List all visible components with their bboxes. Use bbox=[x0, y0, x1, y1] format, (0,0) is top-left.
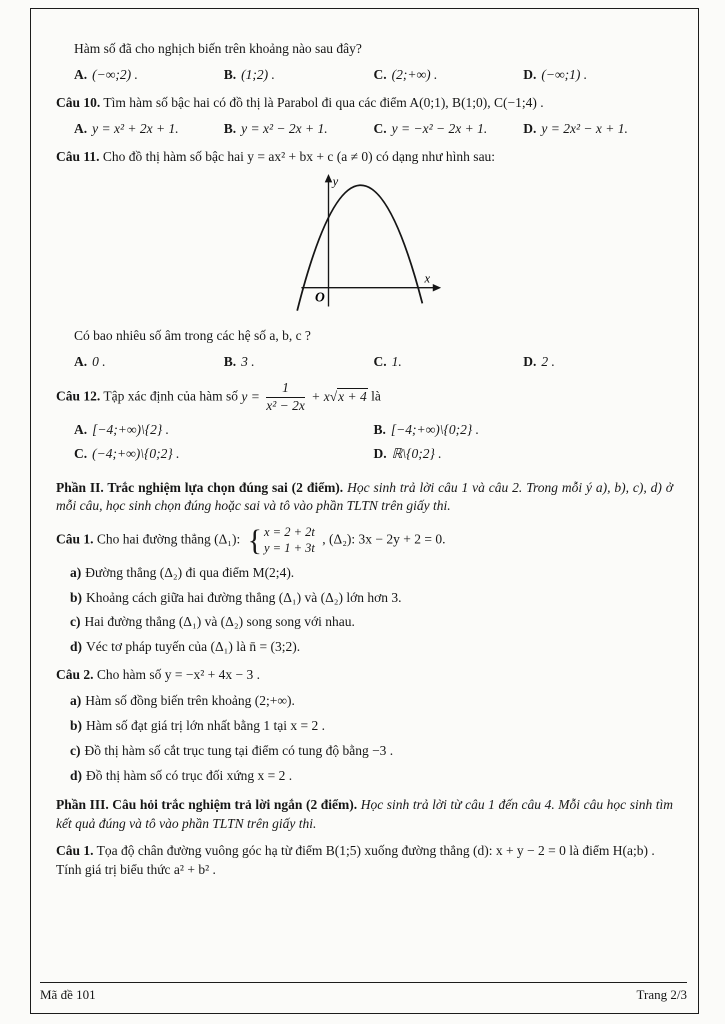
item-b bbox=[70, 717, 673, 736]
page-number: Trang 2/3 bbox=[636, 986, 687, 1002]
option-letter: A. bbox=[74, 354, 88, 370]
item-text: Hàm số đồng biến trên khoảng (2;+∞). bbox=[85, 693, 295, 709]
question-12-equation bbox=[241, 380, 371, 413]
option-letter: D. bbox=[373, 445, 387, 461]
part-2-heading bbox=[56, 479, 673, 517]
option-b bbox=[224, 353, 374, 372]
option-letter: B. bbox=[223, 120, 237, 136]
option-b bbox=[224, 120, 374, 139]
option-letter: A. bbox=[74, 120, 88, 136]
option-text: (−∞;1) . bbox=[541, 66, 588, 82]
option-letter: D. bbox=[523, 66, 537, 82]
option-text: [−4;+∞)\{2} . bbox=[92, 421, 170, 437]
option-a bbox=[74, 353, 224, 372]
option-text: (1;2) . bbox=[241, 66, 275, 82]
parametric-system bbox=[248, 525, 315, 556]
origin-label: O bbox=[314, 289, 325, 305]
question-9-options bbox=[74, 66, 673, 85]
question-10-options bbox=[74, 120, 673, 139]
option-text: y = x² − 2x + 1. bbox=[241, 120, 328, 136]
part2-question-1-suffix: , (Δ₂): 3x − 2y + 2 = 0. bbox=[322, 532, 446, 548]
question-10-stem bbox=[56, 94, 673, 113]
item-text: Đồ thị hàm số cắt trục tung tại điểm có tung độ bằng −3 . bbox=[84, 742, 394, 758]
equation-lhs: y = bbox=[241, 388, 260, 404]
part-2-subtitle: Học sinh trả lời câu 1 và câu 2. Trong mỗi ý a), b), c), d) ở mỗi câu, học sinh chọn đúng hoặc sai và tô vào phần TLTN trên giấy thi. bbox=[56, 479, 674, 514]
question-12-label: Câu 12. bbox=[56, 388, 101, 404]
option-b bbox=[224, 66, 374, 85]
option-letter: B. bbox=[373, 421, 386, 437]
option-text: (−4;+∞)\{0;2} . bbox=[92, 445, 180, 461]
page-footer bbox=[40, 982, 687, 1004]
option-c bbox=[74, 445, 374, 464]
option-text: y = x² + 2x + 1. bbox=[92, 120, 179, 136]
item-letter: c) bbox=[70, 614, 81, 630]
item-letter: b) bbox=[70, 717, 83, 733]
option-d bbox=[523, 66, 673, 85]
item-text: Đồ thị hàm số có trục đối xứng x = 2 . bbox=[86, 767, 293, 783]
item-letter: a) bbox=[70, 693, 82, 709]
part3-question-1-stem bbox=[56, 842, 673, 880]
option-letter: A. bbox=[74, 421, 88, 437]
question-11-options bbox=[74, 353, 673, 372]
sqrt-argument: x + 4 bbox=[338, 388, 367, 404]
item-a bbox=[70, 692, 673, 711]
parabola-figure bbox=[275, 173, 455, 325]
option-b bbox=[374, 421, 674, 440]
option-a bbox=[74, 120, 224, 139]
item-text: Hàm số đạt giá trị lớn nhất bằng 1 tại x = 2 . bbox=[86, 717, 325, 733]
option-c bbox=[374, 66, 524, 85]
option-d bbox=[374, 445, 674, 464]
part2-question-1-items bbox=[70, 564, 673, 658]
question-12-text-suffix: là bbox=[371, 388, 381, 404]
question-10-text: Tìm hàm số bậc hai có đồ thị là Parabol đi qua các điểm A(0;1), B(1;0), C(−1;4) . bbox=[103, 94, 544, 110]
question-10-label: Câu 10. bbox=[56, 94, 101, 110]
option-letter: D. bbox=[523, 120, 537, 136]
item-letter: d) bbox=[70, 767, 83, 783]
option-letter: C. bbox=[373, 66, 387, 82]
part2-question-2-label: Câu 2. bbox=[56, 667, 94, 683]
option-letter: B. bbox=[223, 354, 237, 370]
part2-question-1-text: Cho hai đường thẳng (Δ₁): bbox=[96, 532, 241, 548]
question-12-stem bbox=[56, 381, 673, 414]
item-c bbox=[70, 742, 673, 761]
fraction bbox=[266, 381, 305, 414]
option-d bbox=[523, 353, 673, 372]
option-a bbox=[74, 66, 224, 85]
item-text: Hai đường thẳng (Δ₁) và (Δ₂) song song với nhau. bbox=[84, 614, 355, 630]
option-letter: C. bbox=[74, 445, 88, 461]
system-line-1: x = 2 + 2t bbox=[264, 525, 315, 540]
item-letter: c) bbox=[70, 742, 81, 758]
question-11-stem bbox=[56, 148, 673, 167]
item-c bbox=[70, 613, 673, 632]
item-d bbox=[70, 767, 673, 786]
option-text: 0 . bbox=[92, 354, 106, 370]
equation-tail: + x√ bbox=[311, 388, 338, 404]
item-text: Đường thẳng (Δ₂) đi qua điểm M(2;4). bbox=[85, 564, 295, 580]
option-letter: B. bbox=[223, 66, 237, 82]
item-letter: b) bbox=[70, 589, 83, 605]
item-b bbox=[70, 589, 673, 608]
exam-code: Mã đề 101 bbox=[40, 986, 96, 1002]
y-axis-label: y bbox=[332, 174, 338, 189]
option-c bbox=[374, 353, 524, 372]
question-12-text-prefix: Tập xác định của hàm số bbox=[103, 388, 238, 404]
item-text: Véc tơ pháp tuyến của (Δ₁) là n̄ = (3;2). bbox=[86, 639, 301, 655]
option-text: 1. bbox=[391, 354, 402, 370]
question-11-question: Có bao nhiêu số âm trong các hệ số a, b, c ? bbox=[74, 328, 311, 344]
option-text: 2 . bbox=[541, 354, 555, 370]
fraction-denominator: x² − 2x bbox=[266, 397, 305, 413]
option-text: ℝ\{0;2} . bbox=[391, 445, 442, 461]
parabola-graph bbox=[277, 173, 453, 319]
question-12-options bbox=[74, 421, 673, 469]
part2-question-1-stem bbox=[56, 525, 673, 556]
part2-question-2-stem bbox=[56, 666, 673, 685]
item-d bbox=[70, 638, 673, 657]
option-text: [−4;+∞)\{0;2} . bbox=[390, 421, 480, 437]
part-3-subtitle: Học sinh trả lời từ câu 1 đến câu 4. Mỗi câu học sinh tìm kết quả đúng và tô vào phần TLTN trên giấy thi. bbox=[56, 796, 674, 831]
option-text: y = 2x² − x + 1. bbox=[541, 120, 628, 136]
fraction-numerator: 1 bbox=[266, 381, 305, 398]
exam-page bbox=[30, 8, 699, 1014]
part-3-heading bbox=[56, 796, 673, 834]
option-d bbox=[523, 120, 673, 139]
system-brace: { bbox=[247, 524, 262, 557]
item-a bbox=[70, 564, 673, 583]
option-a bbox=[74, 421, 374, 440]
part2-question-2-items bbox=[70, 692, 673, 786]
option-text: y = −x² − 2x + 1. bbox=[391, 120, 488, 136]
option-letter: C. bbox=[373, 120, 387, 136]
question-11-text: Cho đồ thị hàm số bậc hai y = ax² + bx + c (a ≠ 0) có dạng như hình sau: bbox=[102, 148, 496, 164]
part2-question-2-text: Cho hàm số y = −x² + 4x − 3 . bbox=[96, 667, 261, 683]
question-9-stem: Hàm số đã cho nghịch biến trên khoảng nào sau đây? bbox=[74, 41, 362, 56]
option-letter: C. bbox=[373, 354, 387, 370]
option-text: (−∞;2) . bbox=[92, 66, 138, 82]
item-letter: a) bbox=[70, 564, 82, 580]
question-11-label: Câu 11. bbox=[56, 148, 100, 164]
x-axis-arrow bbox=[432, 284, 440, 292]
part3-question-1-label: Câu 1. bbox=[56, 843, 94, 859]
option-c bbox=[374, 120, 524, 139]
part-3-title: Phần III. Câu hỏi trắc nghiệm trả lời ngắn (2 điểm). bbox=[56, 796, 358, 812]
part3-question-1-text: Tọa độ chân đường vuông góc hạ từ điểm B(1;5) xuống đường thẳng (d): x + y − 2 = 0 là điểm H(a;b) . Tính giá trị biểu thức a² + b² . bbox=[56, 843, 655, 878]
item-letter: d) bbox=[70, 639, 83, 655]
system-line-2: y = 1 + 3t bbox=[264, 541, 315, 555]
option-text: (2;+∞) . bbox=[391, 66, 438, 82]
part2-question-1-label: Câu 1. bbox=[56, 532, 94, 548]
y-axis-arrow bbox=[324, 174, 332, 182]
option-letter: D. bbox=[523, 354, 537, 370]
system-lines bbox=[264, 525, 315, 556]
option-text: 3 . bbox=[241, 354, 255, 370]
x-axis-label: x bbox=[423, 271, 430, 286]
part-2-title: Phần II. Trắc nghiệm lựa chọn đúng sai (2 điểm). bbox=[56, 479, 344, 495]
option-letter: A. bbox=[74, 66, 88, 82]
item-text: Khoảng cách giữa hai đường thẳng (Δ₁) và (Δ₂) lớn hơn 3. bbox=[86, 589, 402, 605]
